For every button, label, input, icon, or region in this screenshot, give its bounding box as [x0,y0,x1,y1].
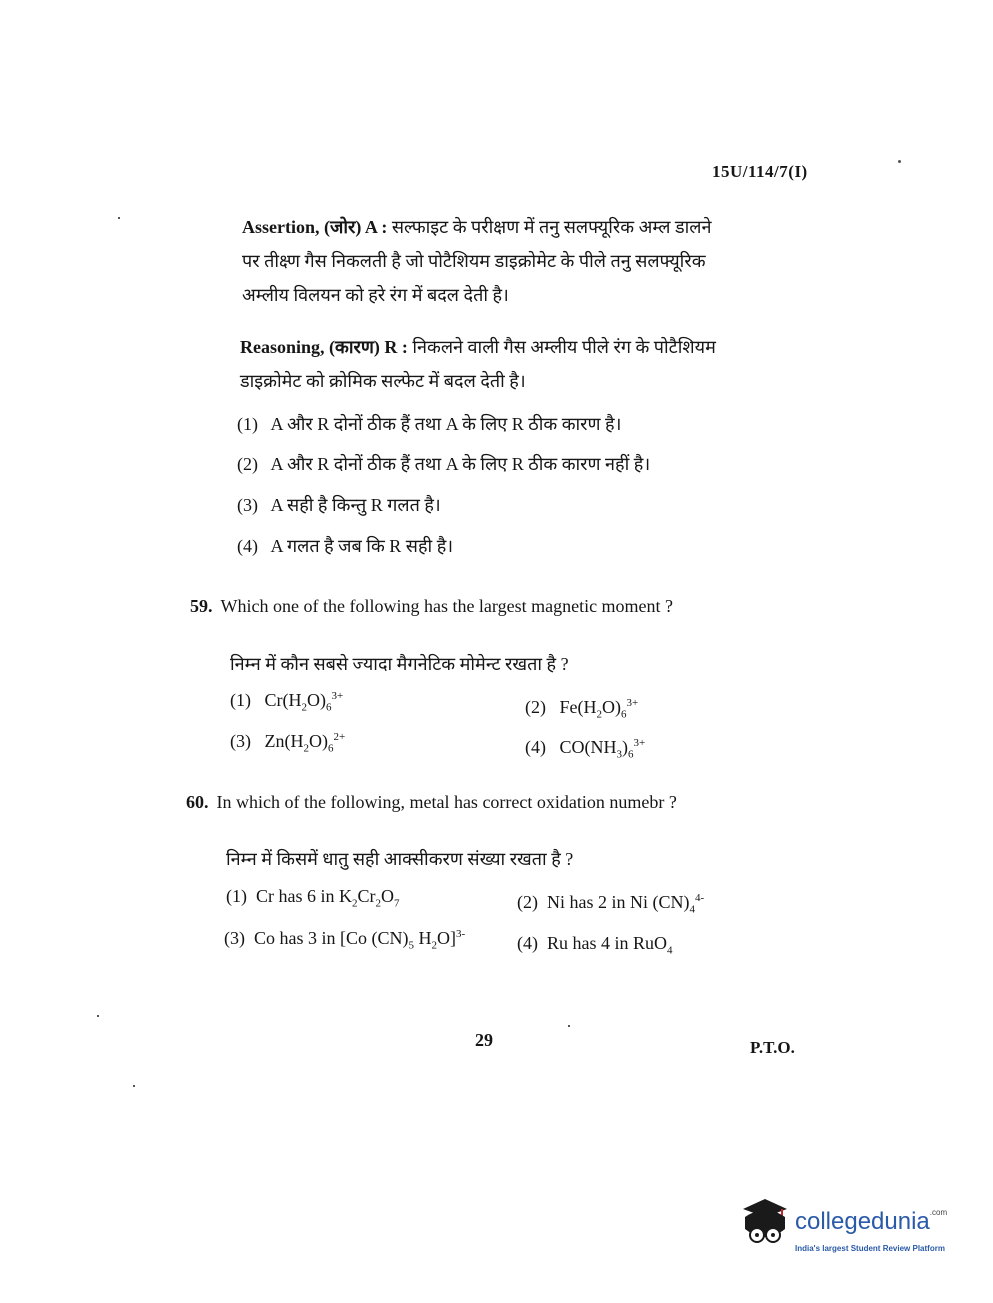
option-formula: $Fe(H_2O)_6^{3+}$ [559,697,639,721]
q58-option-1 [237,412,621,436]
assertion-block [242,210,842,312]
option-number: (3) [224,928,245,948]
question-text-hindi: निम्न में कौन सबसे ज्यादा मैगनेटिक मोमेन्ट रखता है ? [230,654,569,674]
q60-english-row [186,792,677,813]
option-text: Co has 3 in [Co $(CN)_5$ $H_2O]^{3-}$ [254,928,466,952]
q59-english-row [190,596,673,617]
q59-option-2 [525,697,638,721]
option-formula: $Zn(H_2O)_6^{2+}$ [264,731,346,755]
assertion-label: Assertion, (जोर) A : [242,217,388,237]
scan-speck [898,160,901,163]
reason-block [240,330,840,398]
q60-option-2 [517,892,704,916]
scan-speck [118,217,120,219]
assertion-line: पर तीक्ष्ण गैस निकलती है जो पोटैशियम डाइक्रोमेट के पीले तनु सलफ्यूरिक [242,251,706,271]
option-number: (4) [237,536,258,556]
option-number: (1) [230,690,251,710]
reason-line: डाइक्रोमेट को क्रोमिक सल्फेट में बदल देती है। [240,371,526,391]
option-text: A और R दोनों ठीक हैं तथा A के लिए R ठीक कारण है। [270,414,622,434]
q59-option-1 [230,690,343,714]
paper-code: 15U/114/7(I) [712,162,808,181]
option-number: (2) [517,892,538,912]
option-text: Ru has 4 in RuO$_4$ [547,933,673,957]
q58-option-4 [237,534,453,558]
option-number: (4) [517,933,538,953]
option-number: (3) [237,495,258,515]
option-text: Ni has 2 in Ni $(CN)_4^{4-}$ [547,892,705,916]
option-number: (2) [525,697,546,717]
reason-line: निकलने वाली गैस अम्लीय पीले रंग के पोटैशियम [412,337,716,357]
question-text-english: Which one of the following has the largest magnetic moment ? [220,596,674,616]
q60-option-1 [226,886,400,910]
option-number: (4) [525,737,546,757]
option-number: (2) [237,454,258,474]
assertion-line: सल्फाइट के परीक्षण में तनु सलफ्यूरिक अम्ल डालने [391,217,712,237]
collegedunia-mascot-icon [735,1195,797,1255]
option-number: (1) [237,414,258,434]
q59-option-4 [525,737,645,761]
reason-label: Reasoning, (कारण) R : [240,337,408,357]
option-text: A और R दोनों ठीक हैं तथा A के लिए R ठीक कारण नहीं है। [270,454,651,474]
question-text-hindi: निम्न में किसमें धातु सही आक्सीकरण संख्या रखता है ? [226,849,574,869]
option-text: A सही है किन्तु R गलत है। [270,495,441,515]
pto-label: P.T.O. [750,1038,795,1057]
option-number: (3) [230,731,251,751]
scan-speck [133,1085,135,1087]
option-text: Cr has 6 in $K_2Cr_2O_7$ [256,886,400,910]
q58-option-2 [237,452,650,476]
assertion-line: अम्लीय विलयन को हरे रंग में बदल देती है। [242,285,509,305]
question-number: 59. [190,596,213,616]
option-formula: $Cr(H_2O)_6^{3+}$ [264,690,344,714]
scan-speck [568,1025,570,1027]
q60-option-3 [224,928,465,952]
q58-option-3 [237,493,441,517]
collegedunia-brand: collegedunia$^{.com}$ [795,1208,948,1235]
page-number: 29 [475,1030,493,1050]
q60-option-4 [517,933,673,957]
q59-option-3 [230,731,345,755]
scan-speck [97,1015,99,1017]
question-text-english: In which of the following, metal has correct oxidation numebr ? [216,792,677,812]
option-text: A गलत है जब कि R सही है। [270,536,454,556]
question-number: 60. [186,792,209,812]
option-formula: $CO(NH_3)_6^{3+}$ [559,737,646,761]
collegedunia-tagline: India's largest Student Review Platform [795,1244,945,1253]
option-number: (1) [226,886,247,906]
